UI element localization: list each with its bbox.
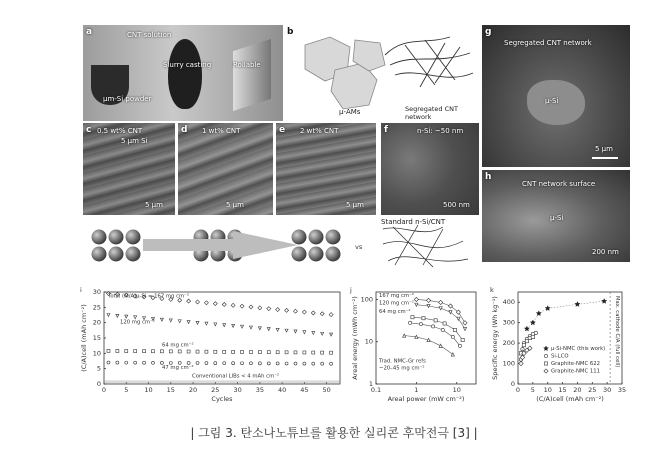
data-point	[439, 300, 443, 304]
data-point	[311, 311, 315, 315]
annotation: ~20–45 mg cm⁻²	[379, 365, 425, 372]
sphere-grid-3	[292, 230, 341, 262]
data-point	[602, 299, 607, 304]
data-point	[276, 351, 279, 354]
data-point	[258, 327, 261, 330]
data-point	[312, 331, 315, 334]
data-point	[414, 297, 418, 301]
data-point	[321, 362, 324, 365]
data-point	[329, 313, 333, 317]
data-point	[160, 318, 163, 321]
chart-i-cycling	[78, 286, 348, 408]
data-point	[232, 324, 235, 327]
data-point	[536, 311, 541, 316]
panel-c-sem	[83, 123, 175, 215]
data-point	[214, 350, 217, 353]
panel-f-sem	[381, 123, 479, 215]
panel-c-text-2: 5 μm Si	[121, 137, 148, 145]
data-point	[415, 335, 418, 338]
si-sphere-shape	[92, 230, 107, 245]
data-point	[303, 362, 306, 365]
si-sphere-shape	[126, 230, 141, 245]
legend-marker	[544, 362, 547, 365]
panel-e-label: e	[279, 125, 286, 135]
annotation: Conventional LIBs < 4 mAh cm⁻²	[192, 373, 280, 380]
data-point	[411, 316, 414, 319]
data-point	[267, 328, 270, 331]
data-point	[231, 303, 235, 307]
data-point	[330, 333, 333, 336]
data-point	[312, 362, 315, 365]
data-point	[463, 321, 467, 325]
y-tick-label: 25	[92, 303, 101, 312]
x-tick-label: 20	[188, 386, 198, 394]
x-tick-label: 15	[558, 386, 567, 394]
data-point	[303, 351, 306, 354]
data-point	[545, 306, 550, 311]
electrode-schematic	[83, 219, 483, 271]
annotation: 47 mg cm⁻²	[162, 364, 194, 371]
data-point	[531, 335, 534, 338]
data-point	[453, 328, 456, 331]
legend-label: Si-LCO	[551, 353, 569, 360]
panel-a-text-4: μm-Si powder	[103, 95, 152, 103]
data-point	[258, 351, 261, 354]
data-point	[232, 362, 235, 365]
x-tick-label: 35	[617, 386, 627, 394]
y-axis-title: Specific energy (Wh kg⁻¹)	[491, 296, 499, 380]
annotation: 167 mg cm⁻²	[379, 292, 414, 299]
x-tick-label: 25	[211, 386, 220, 394]
data-point	[143, 361, 146, 364]
data-point	[409, 321, 412, 324]
data-point	[205, 350, 208, 353]
y-axis-title: (C/A)cell (mAh cm⁻²)	[80, 304, 88, 372]
panel-d-label: d	[181, 125, 188, 135]
y-tick-label: 10	[364, 337, 373, 346]
chart-i-frame	[104, 292, 340, 384]
data-point	[302, 310, 306, 314]
data-point	[169, 319, 172, 322]
data-point	[249, 362, 252, 365]
data-point	[530, 320, 535, 325]
data-point	[107, 361, 110, 364]
data-point	[258, 362, 261, 365]
data-point	[143, 350, 146, 353]
panel-b-text-2: Segregated CNT network	[405, 105, 458, 121]
data-point	[267, 307, 271, 311]
x-tick-label: 25	[588, 386, 597, 394]
annotation: 64 mg cm⁻²	[379, 308, 411, 315]
data-point	[249, 326, 252, 329]
data-point	[285, 329, 288, 332]
legend-label: Graphite-NMC 111	[551, 368, 600, 375]
data-point	[196, 300, 200, 304]
data-point	[116, 349, 119, 352]
data-point	[285, 308, 289, 312]
panel-a-text-1: CNT solution	[127, 31, 172, 39]
x-tick-label: 5	[530, 386, 535, 394]
panel-g-text-2: μ-Si	[545, 97, 559, 105]
si-sphere-shape	[309, 247, 324, 262]
data-point	[214, 362, 217, 365]
x-tick-label: 40	[277, 386, 287, 394]
data-point	[427, 304, 430, 307]
data-point	[258, 306, 262, 310]
data-point	[321, 332, 324, 335]
data-point	[285, 362, 288, 365]
panel-h-label: h	[485, 172, 492, 182]
data-point	[330, 362, 333, 365]
x-tick-label: 1	[414, 386, 419, 394]
data-point	[303, 331, 306, 334]
legend-marker	[544, 369, 548, 373]
annotation: 120 mg cm⁻²	[379, 300, 414, 307]
data-point	[312, 351, 315, 354]
x-tick-label: 5	[124, 386, 129, 394]
data-point	[214, 323, 217, 326]
data-point	[107, 349, 110, 352]
x-tick-label: 0	[101, 386, 107, 394]
data-point	[330, 351, 333, 354]
panel-a-photo	[83, 25, 283, 121]
data-point	[441, 328, 444, 331]
slurry-drop-shape	[168, 39, 202, 109]
si-sphere-shape	[292, 247, 307, 262]
y-axis-title: Areal energy (mWh cm⁻²)	[351, 296, 359, 380]
x-tick-label: 10	[452, 386, 461, 394]
data-point	[451, 335, 454, 338]
data-point	[223, 324, 226, 327]
panel-h-text-1: CNT network surface	[522, 180, 596, 188]
data-point	[276, 328, 279, 331]
x-tick-label: 45	[300, 386, 309, 394]
data-point	[519, 361, 523, 365]
y-tick-label: 0	[510, 380, 515, 388]
panel-g-label: g	[485, 27, 492, 37]
data-point	[575, 302, 580, 307]
y-tick-label: 20	[92, 318, 101, 327]
data-point	[457, 317, 460, 320]
data-point	[223, 350, 226, 353]
data-point	[169, 350, 172, 353]
panel-c-text-3: 5 μm	[145, 201, 163, 209]
data-point	[196, 350, 199, 353]
data-point	[249, 305, 253, 309]
data-point	[241, 362, 244, 365]
panel-f-text-2: 500 nm	[443, 201, 470, 209]
cnt-network-lines	[385, 37, 473, 87]
si-sphere-shape	[126, 247, 141, 262]
data-point	[240, 304, 244, 308]
chart-k-label: k	[490, 286, 494, 294]
x-tick-label: 35	[255, 386, 264, 394]
si-sphere-shape	[309, 230, 324, 245]
data-point	[160, 350, 163, 353]
data-point	[125, 361, 128, 364]
data-point	[439, 307, 442, 310]
y-tick-label: 100	[502, 359, 515, 368]
x-axis-title: (C/A)cell (mAh cm⁻²)	[536, 395, 604, 403]
data-point	[534, 331, 537, 334]
x-tick-label: 0.1	[370, 386, 382, 394]
data-point	[151, 350, 154, 353]
si-sphere-shape	[326, 247, 341, 262]
data-point	[187, 350, 190, 353]
legend-label: μ-Si-NMC (this work)	[551, 346, 606, 352]
panel-h-text-3: 200 nm	[592, 248, 619, 256]
x-tick-label: 10	[144, 386, 153, 394]
data-point	[205, 362, 208, 365]
data-point	[249, 351, 252, 354]
y-tick-label: 300	[502, 318, 515, 327]
panel-e-sem	[276, 123, 376, 215]
panel-b-diagram	[285, 25, 480, 121]
figure-caption: | 그림 3. 탄소나노튜브를 활용한 실리콘 후막전극 [3] |	[190, 426, 478, 440]
x-tick-label: 0	[515, 386, 521, 394]
data-point	[294, 330, 297, 333]
x-tick-label: 15	[166, 386, 175, 394]
panel-g-text-1: Segregated CNT network	[504, 39, 592, 47]
data-point	[116, 314, 119, 317]
data-point	[321, 351, 324, 354]
data-point	[241, 325, 244, 328]
data-point	[125, 315, 128, 318]
data-point	[178, 350, 181, 353]
legend-marker	[544, 354, 547, 357]
data-point	[419, 323, 422, 326]
data-point	[422, 317, 425, 320]
data-point	[443, 322, 446, 325]
panel-a-text-3: Rollable	[233, 61, 261, 69]
si-sphere-shape	[109, 230, 124, 245]
data-point	[293, 309, 297, 313]
panel-a-label: a	[86, 27, 93, 37]
annotation: Trad. NMC-Gr refs	[379, 358, 426, 365]
data-point	[151, 361, 154, 364]
data-point	[403, 334, 406, 337]
data-point	[427, 338, 430, 341]
panel-b-text-1: μ-AMs	[339, 108, 361, 116]
x-tick-label: 10	[543, 386, 552, 394]
panel-c-label: c	[86, 125, 92, 135]
x-tick-label: 50	[322, 386, 331, 394]
data-point	[276, 362, 279, 365]
panel-d-text-1: 1 wt% CNT	[202, 127, 241, 135]
data-point	[116, 361, 119, 364]
x-tick-label: 30	[603, 386, 612, 394]
legend-label: Graphite-NMC 622	[551, 361, 600, 367]
data-point	[267, 351, 270, 354]
data-point	[432, 325, 435, 328]
y-tick-label: 15	[92, 334, 101, 342]
chart-j-label: j	[350, 286, 352, 294]
data-point	[232, 350, 235, 353]
chart-k-specific-energy	[488, 286, 638, 408]
data-point	[522, 343, 525, 346]
panel-b-label: b	[287, 27, 294, 37]
si-sphere-shape	[92, 247, 107, 262]
data-point	[267, 362, 270, 365]
chart-i-label: i	[80, 286, 82, 294]
data-point	[294, 351, 297, 354]
data-point	[169, 361, 172, 364]
data-point	[134, 361, 137, 364]
panel-f-text-1: n-Si: ~50 nm	[417, 127, 464, 135]
si-sphere-shape	[292, 230, 307, 245]
panel-h-sem	[482, 170, 630, 262]
legend-marker	[544, 346, 549, 351]
panel-c-text-1: 0.5 wt% CNT	[97, 127, 143, 135]
data-point	[222, 302, 226, 306]
data-point	[107, 314, 110, 317]
y-tick-label: 400	[502, 298, 515, 307]
x-axis-title: Cycles	[211, 395, 233, 403]
panel-e-text-2: 5 μm	[346, 201, 364, 209]
panel-f-caption: Standard n-Si/CNT	[381, 218, 446, 226]
data-point	[178, 320, 181, 323]
data-point	[160, 361, 163, 364]
rolled-electrode-shape	[233, 39, 271, 111]
y-tick-label: 200	[502, 339, 515, 348]
annotation: 120 mg cm⁻²	[120, 319, 155, 326]
data-point	[285, 351, 288, 354]
data-point	[276, 308, 280, 312]
si-sphere-shape	[109, 247, 124, 262]
data-point	[178, 361, 181, 364]
y-tick-label: 5	[96, 364, 101, 373]
panel-e-text-1: 2 wt% CNT	[300, 127, 339, 135]
data-point	[187, 299, 191, 303]
data-point	[196, 321, 199, 324]
data-point	[196, 362, 199, 365]
data-point	[458, 344, 461, 347]
data-point	[134, 350, 137, 353]
data-point	[241, 350, 244, 353]
sphere-grid-1	[92, 230, 141, 262]
si-sphere-shape	[326, 230, 341, 245]
conventional-band	[104, 380, 340, 384]
data-point	[524, 326, 529, 331]
x-axis-title: Areal power (mW cm⁻²)	[387, 395, 465, 403]
annotation: Max. cathode C/A (full cell)	[614, 296, 621, 368]
data-point	[213, 302, 217, 306]
data-point	[223, 362, 226, 365]
data-point	[426, 298, 430, 302]
panel-g-text-3: 5 μm	[595, 145, 613, 153]
data-point	[463, 327, 466, 330]
panel-d-text-2: 5 μm	[226, 201, 244, 209]
chart-j-ragone	[348, 286, 488, 408]
data-point	[415, 303, 418, 306]
y-tick-label: 0	[96, 380, 101, 388]
data-point	[187, 321, 190, 324]
data-point	[204, 301, 208, 305]
data-point	[439, 344, 442, 347]
x-tick-label: 20	[573, 386, 582, 394]
y-tick-label: 1	[368, 380, 373, 388]
panel-g-scale-bar	[592, 157, 618, 159]
annotation: Total (M/A)μ-Si = 167 mg cm⁻²	[108, 293, 190, 300]
panel-f-label: f	[384, 125, 388, 135]
panel-h-text-2: μ-Si	[550, 214, 564, 222]
panel-a-text-2: Slurry casting	[163, 61, 212, 69]
data-point	[205, 322, 208, 325]
data-point	[434, 319, 437, 322]
data-point	[320, 312, 324, 316]
data-point	[294, 362, 297, 365]
data-point	[461, 338, 464, 341]
vs-label: vs	[355, 243, 363, 251]
data-point	[125, 350, 128, 353]
panel-g-sem	[482, 25, 630, 167]
panel-d-sem	[178, 123, 273, 215]
y-tick-label: 10	[92, 349, 101, 358]
annotation: 64 mg cm⁻²	[162, 342, 194, 349]
nsi-cnt-sketch	[383, 225, 468, 267]
y-tick-label: 30	[92, 288, 101, 296]
x-tick-label: 30	[233, 386, 242, 394]
y-tick-label: 100	[360, 295, 373, 304]
